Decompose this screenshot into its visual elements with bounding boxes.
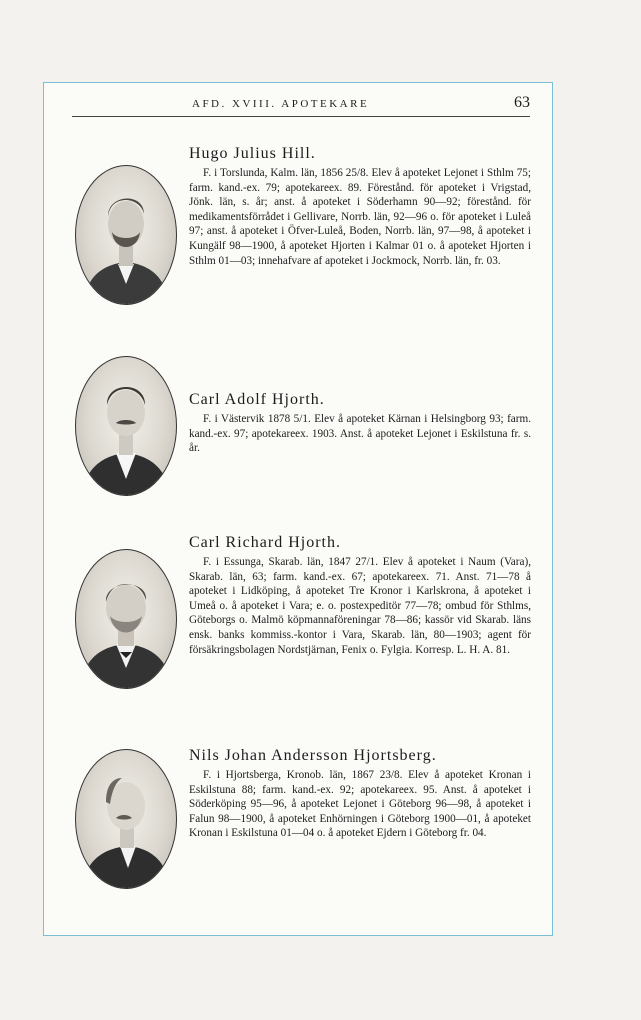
- entry-biography: F. i Västervik 1878 5/1. Elev å apoteket Kärnan i Helsingborg 93; farm. kand.-ex. 97; apotekareex. 1903. Anst. å apoteket Lejonet i Eskilstuna fr. s. år.: [189, 413, 531, 455]
- entry-biography: F. i Torslunda, Kalm. län, 1856 25/8. Elev å apoteket Lejonet i Sthlm 75; farm. kand.-ex. 79; apotekareex. 89. Förestånd. för apoteket i Vrigstad, Jönk. län, s. år; anst. å apoteket i Söderhamn 90—92; förestånd. för medikamentsförrådet i Gellivare, Norrb. län, 92—96 o. för apoteket i Luleå 97; anst. å apoteket i Öfver-Luleå, Boden, Norrb. län, 97—98, å apoteket i Kungälf 98—1900, å apoteket Hjorten i Kalmar 01 o. å apoteket Hjorten i Sthlm 01—03; innehafvare af apoteket i Jockmock, Norrb. län, fr. 03.: [189, 167, 531, 267]
- entry-name: Hugo Julius Hill.: [189, 145, 316, 162]
- entry-name: Carl Adolf Hjorth.: [189, 391, 325, 408]
- portrait-photo: [75, 165, 177, 305]
- running-head: [72, 96, 530, 117]
- entry-name: Carl Richard Hjorth.: [189, 534, 341, 551]
- entry-biography: F. i Hjortsberga, Kronob. län, 1867 23/8. Elev å apoteket Kronan i Eskilstuna 88; farm. kand.-ex. 92; apotekareex. 95. Anst. å apoteket i Söderköping 95—96, å apoteket Lejonet i Göteborg 96—98, å apoteket i Falun 98—1900, å apoteket Enhörningen i Göteborg 1900—01, å apoteket Kronan i Eskilstuna 01—04 o. å apoteket Ejdern i Göteborg fr. 04.: [189, 769, 531, 840]
- page-number: 63: [514, 94, 530, 111]
- entry-biography: F. i Essunga, Skarab. län, 1847 27/1. Elev å apoteket i Naum (Vara), Skarab. län, 63; farm. kand.-ex. 67; apotekareex. 71. Anst. 71—78 å apoteket i Lidköping, å apoteket Tre Kronor i Karlskrona, å apoteket i Umeå o. å apoteket i Vara; e. o. postexpeditör 77—78; ombud för Sthlms, Göteborgs o. Malmö köpmannaföreningar 78—86; kassör vid Skarab. läns ensk. banks kommiss.-kontor i Vara, Skarab. län, 80—1903; agent för försäkringsbolagen Nordstjärnan, Fenix o. Fylgia. Korresp. L. H. A. 81.: [189, 556, 531, 656]
- section-heading: AFD. XVIII. APOTEKARE: [192, 98, 370, 110]
- portrait-photo: [75, 749, 177, 889]
- portrait-photo: [75, 356, 177, 496]
- portrait-photo: [75, 549, 177, 689]
- entry-name: Nils Johan Andersson Hjortsberg.: [189, 747, 437, 764]
